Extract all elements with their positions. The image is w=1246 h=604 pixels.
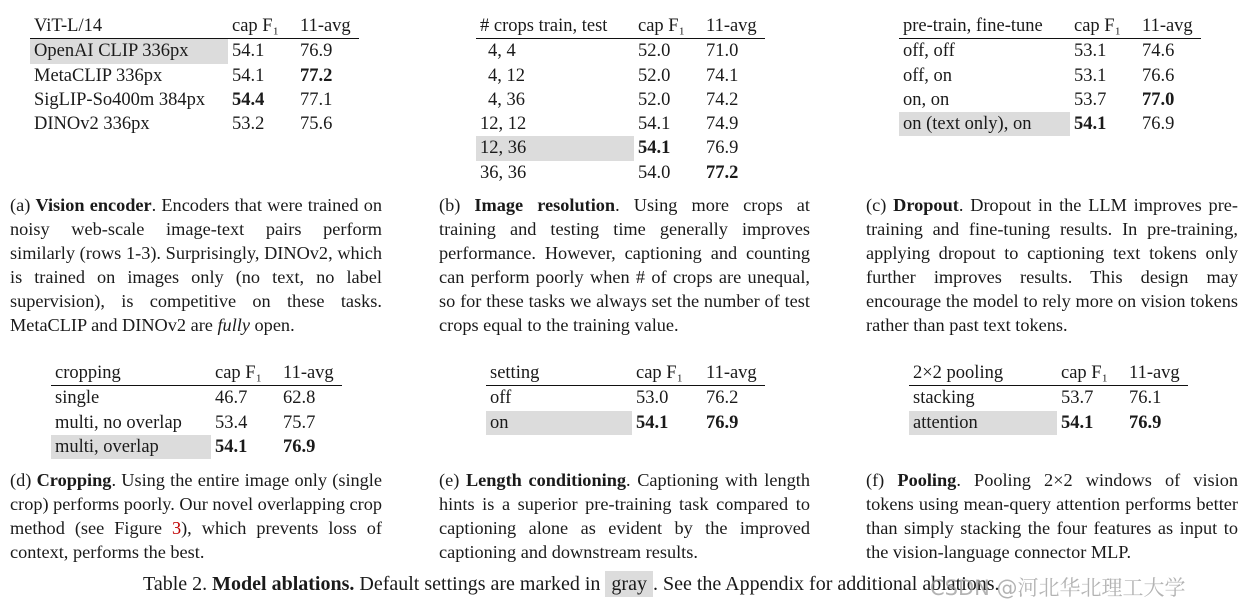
caption-text-end: . See the Appendix for additional ablations. [652,573,1000,595]
caption-text-end: open. [249,315,295,336]
header-cell: cap F₁ [228,14,296,39]
table-c [899,14,1201,136]
caption-label: (c) [866,195,887,215]
header-cell: cap F₁ [211,361,279,386]
table-row [476,64,765,88]
row-label: DINOv2 336px [34,114,150,135]
cap-value: 46.7 [215,388,248,409]
table-row [476,161,765,185]
cap-value: 54.1 [638,138,671,159]
table-row [899,88,1201,112]
caption-a [10,193,382,338]
caption-emphasis: fully [217,315,250,336]
avg-value: 77.0 [1142,89,1175,110]
avg-value: 76.9 [706,138,739,159]
row-label: multi, no overlap [55,412,182,433]
avg-value: 74.1 [706,65,739,86]
avg-value: 76.9 [283,436,316,457]
caption-title: Model ablations. [212,573,355,595]
row-label: 36, 36 [480,162,527,183]
caption-title: Length conditioning [465,470,627,490]
table-row [476,112,765,136]
row-label: 12, 36 [476,136,634,160]
table-row [30,112,359,136]
caption-text: . Encoders that were trained on noisy web-scale image-text pairs perform similarly (rows 1-3). Surprisingly, DINOv2, which is trained on images only (no text, no label supervision), is competitive on these tasks. MetaCLIP and DINOv2 are [10,195,382,336]
row-label: 4, 36 [488,89,525,110]
caption-text-end: ), which prevents loss of context, performs the best. [10,518,382,563]
caption-text: Default settings are marked in [354,573,606,595]
table-row [909,411,1188,435]
row-label: MetaCLIP 336px [34,65,163,86]
caption-text: . Dropout in the LLM improves pre-training and fine-tuning results. In pre-training, applying dropout to captioning text tokens only further improves results. This design may encourage the model to rely more on vision tokens rather than past text tokens. [866,195,1238,336]
avg-value: 71.0 [706,41,739,62]
cap-value: 54.1 [638,114,671,135]
avg-value: 74.6 [1142,41,1175,62]
header-cell: 2×2 pooling [909,361,1057,386]
cap-value: 54.0 [638,162,671,183]
caption-d [10,468,382,564]
table-row [909,386,1188,411]
avg-value: 62.8 [283,388,316,409]
caption-label: (a) [10,195,31,215]
avg-value: 74.2 [706,89,739,110]
cap-value: 54.1 [1061,412,1094,433]
cap-value: 53.2 [232,114,265,135]
avg-value: 76.9 [300,41,333,62]
header-cell: 11-avg [296,14,359,39]
cap-value: 53.1 [1074,65,1107,86]
avg-value: 75.6 [300,114,333,135]
caption-title: Pooling [897,470,957,490]
cap-value: 53.0 [636,388,669,409]
avg-value: 75.7 [283,412,316,433]
caption-text: . Using more crops at training and testing time generally improves performance. However, captioning and counting can perform poorly when # of crops are unequal, so for these tasks we always set the number of test crops equal to the training value. [439,195,810,336]
header-cell: 11-avg [279,361,342,386]
header-cell: 11-avg [1125,361,1188,386]
row-label: SigLIP-So400m 384px [34,89,206,110]
avg-value: 76.9 [1142,114,1175,135]
cap-value: 54.1 [1074,114,1107,135]
row-label: 12, 12 [480,114,527,135]
row-label: off [490,388,512,409]
caption-label: (f) [866,470,885,490]
row-label: off, on [903,65,952,86]
table-row [486,411,765,435]
row-label: multi, overlap [51,435,211,459]
cap-value: 53.1 [1074,41,1107,62]
cap-value: 52.0 [638,89,671,110]
avg-value: 76.2 [706,388,739,409]
caption-label: (b) [439,195,461,215]
cap-value: 54.1 [215,436,248,457]
header-cell: cap F₁ [632,361,702,386]
header-cell: cap F₁ [634,14,702,39]
header-cell: cropping [51,361,211,386]
row-label: on [486,411,632,435]
header-cell: 11-avg [1138,14,1201,39]
row-label: 4, 4 [488,41,516,62]
avg-value: 77.2 [300,65,333,86]
cap-value: 54.1 [232,65,265,86]
table-d [51,361,342,459]
table-f [909,361,1188,435]
header-cell: 11-avg [702,361,765,386]
caption-label: (e) [439,470,460,490]
table-row [899,112,1201,136]
row-label: OpenAI CLIP 336px [30,39,228,64]
figure-ref-link[interactable]: 3 [171,518,182,539]
caption-title: Dropout [893,195,959,215]
header-cell: cap F₁ [1057,361,1125,386]
caption-text: . Pooling 2×2 windows of vision tokens using mean-query attention performs better than simply stacking the four features as input to the vision-language connector MLP. [866,470,1238,563]
caption-title: Image resolution [474,195,616,215]
table-row [899,39,1201,64]
table-row [30,64,359,88]
gray-marker: gray [605,571,653,597]
avg-value: 76.9 [706,412,739,433]
cap-value: 53.4 [215,412,248,433]
caption-text: . Captioning with length hints is a superior pre-training task compared to captioning alone as evident by the improved captioning and downstream results. [439,470,810,563]
table-b [476,14,765,185]
header-cell: ViT-L/14 [30,14,228,39]
table-e [486,361,765,435]
caption-c [866,193,1238,338]
row-label: attention [909,411,1057,435]
table-row [30,88,359,112]
table-row [486,386,765,411]
avg-value: 76.1 [1129,388,1162,409]
caption-f [866,468,1238,564]
avg-value: 74.9 [706,114,739,135]
caption-prefix: Table 2. [143,573,213,595]
header-cell: pre-train, fine-tune [899,14,1070,39]
cap-value: 54.1 [636,412,669,433]
table-row [899,64,1201,88]
header-cell: # crops train, test [476,14,634,39]
caption-label: (d) [10,470,32,490]
table-row [51,386,342,411]
header-cell: cap F₁ [1070,14,1138,39]
caption-e [439,468,810,564]
cap-value: 54.4 [232,89,265,110]
table-row [51,435,342,459]
row-label: on (text only), on [899,112,1070,136]
cap-value: 54.1 [232,41,265,62]
row-label: 4, 12 [488,65,525,86]
cap-value: 52.0 [638,65,671,86]
table-row [476,39,765,64]
avg-value: 77.1 [300,89,333,110]
cap-value: 53.7 [1061,388,1094,409]
caption-title: Cropping [36,470,112,490]
caption-b [439,193,810,338]
header-cell: 11-avg [702,14,765,39]
row-label: off, off [903,41,955,62]
header-cell: setting [486,361,632,386]
row-label: stacking [913,388,975,409]
avg-value: 76.6 [1142,65,1175,86]
avg-value: 77.2 [706,162,739,183]
table-row [476,88,765,112]
table-row [30,39,359,64]
watermark: CSDN @河北华北理工大学 [930,576,1186,600]
cap-value: 52.0 [638,41,671,62]
cap-value: 53.7 [1074,89,1107,110]
caption-text: . Using the entire image only (single crop) performs poorly. Our novel overlapping crop method (see Figure [10,470,382,539]
table-row [476,136,765,160]
table-main-caption [143,570,1000,598]
row-label: on, on [903,89,950,110]
avg-value: 76.9 [1129,412,1162,433]
table-row [51,411,342,435]
table-a [30,14,359,136]
caption-title: Vision encoder [35,195,152,215]
row-label: single [55,388,100,409]
